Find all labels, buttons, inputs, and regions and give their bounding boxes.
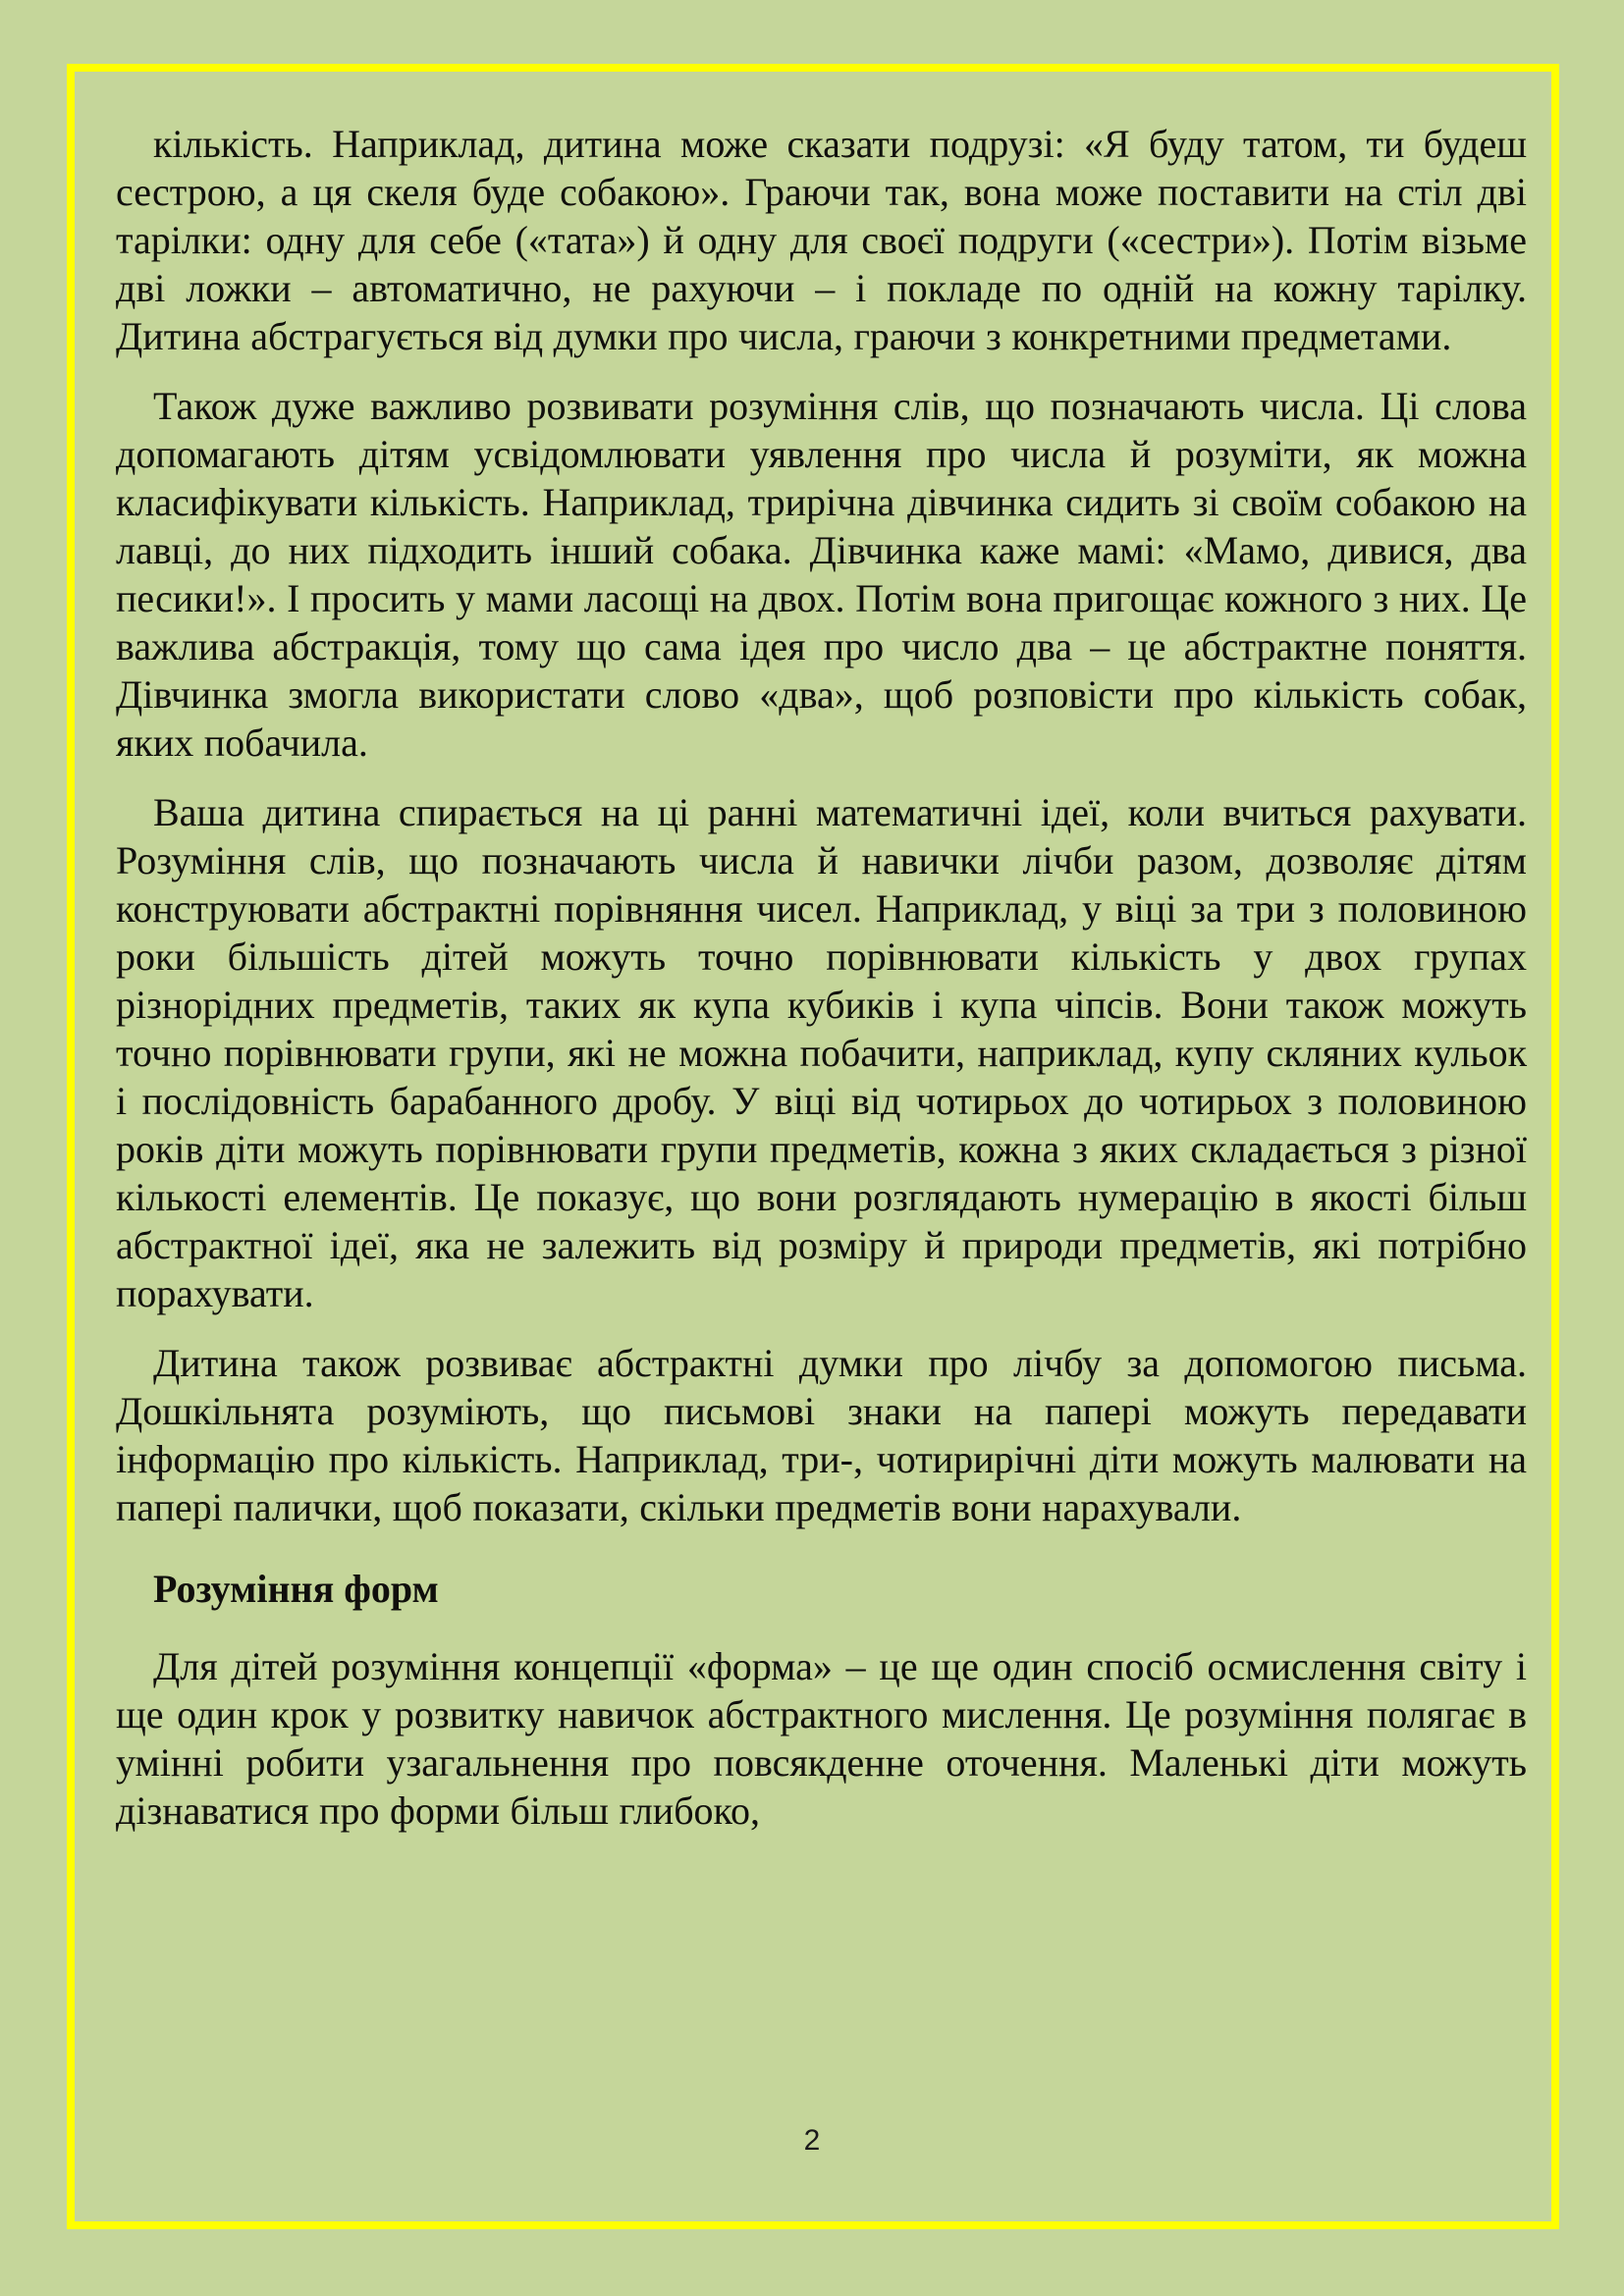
page-number: 2 [803,2124,821,2157]
paragraph-5: Для дітей розуміння концепції «форма» – це ще один спосіб осмислення світу і ще один крок у розвитку навичок абстрактного мислення. Це розуміння полягає в умінні робити узагальнення про повсякденне оточення. Маленькі діти можуть дізнаватися про форми більш глибоко, [116,1644,1527,1833]
paragraph-1: кількість. Наприклад, дитина може сказати подрузі: «Я буду татом, ти будеш сестрою, а ця скеля буде собакою». Граючи так, вона може поставити на стіл дві тарілки: одну для себе («тата») й одну для своєї подруги («сестри»). Потім візьме дві ложки – автоматично, не рахуючи – і покладе по одній на кожну тарілку. Дитина абстрагується від думки про числа, граючи з конкретними предметами. [116,122,1527,358]
paragraph-3: Ваша дитина спирається на ці ранні математичні ідеї, коли вчиться рахувати. Розуміння слів, що позначають числа й навички лічби разом, дозволяє дітям конструювати абстрактні порівняння чисел. Наприклад, у віці за три з половиною роки більшість дітей можуть точно порівнювати кількість у двох групах різнорідних предметів, таких як купа кубиків і купа чіпсів. Вони також можуть точно порівнювати групи, які не можна побачити, наприклад, купу скляних кульок і послідовність барабанного дробу. У віці від чотирьох до чотирьох з половиною років діти можуть порівнювати групи предметів, кожна з яких складається з різної кількості елементів. Це показує, що вони розглядають нумерацію в якості більш абстрактної ідеї, яка не залежить від розміру й природи предметів, які потрібно порахувати. [116,790,1527,1315]
paragraph-4: Дитина також розвиває абстрактні думки про лічбу за допомогою письма. Дошкільнята розуміють, що письмові знаки на папері можуть передавати інформацію про кількість. Наприклад, три-, чотирирічні діти можуть малювати на папері палички, щоб показати, скільки предметів вони нарахували. [116,1341,1527,1529]
paragraph-2: Також дуже важливо розвивати розуміння слів, що позначають числа. Ці слова допомагають дітям усвідомлювати уявлення про числа й розуміти, як можна класифікувати кількість. Наприклад, трирічна дівчинка сидить зі своїм собакою на лавці, до них підходить інший собака. Дівчинка каже мамі: «Мамо, дивися, два песики!». І просить у мами ласощі на двох. Потім вона пригощає кожного з них. Це важлива абстракція, тому що сама ідея про число два – це абстрактне поняття. Дівчинка змогла використати слово «два», щоб розповісти про кількість собак, яких побачила. [116,384,1527,765]
page-text-column [116,120,1527,1835]
section-heading-shapes: Розуміння форм [153,1567,439,1611]
